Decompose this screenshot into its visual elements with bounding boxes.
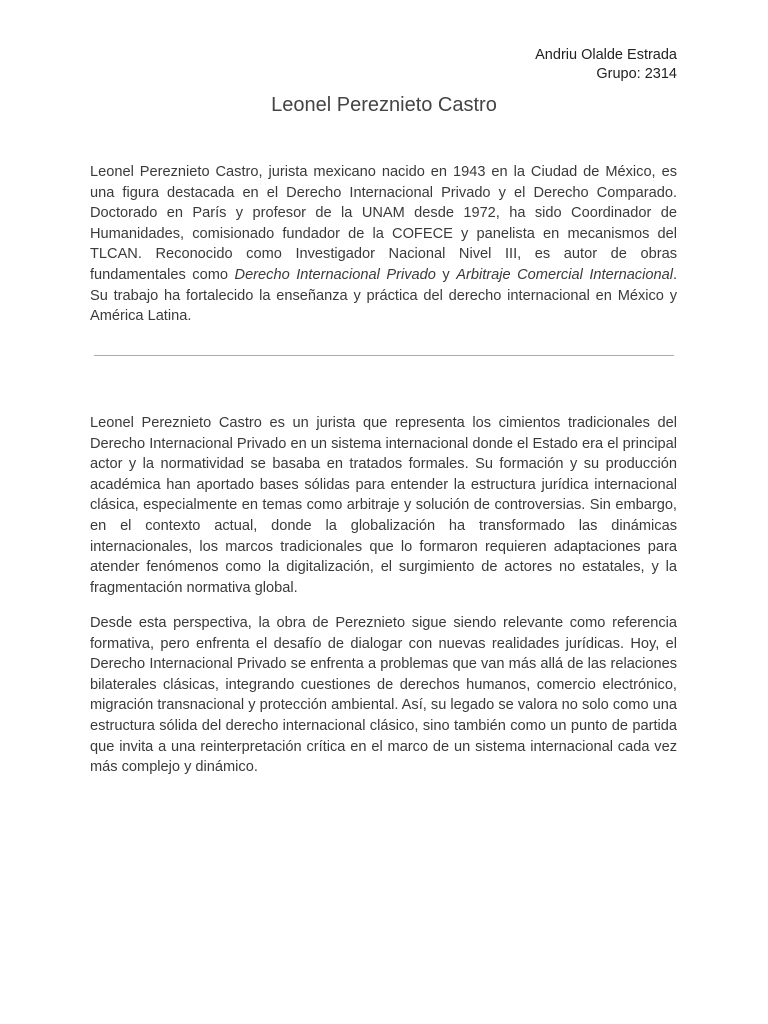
intro-text-end: . Su trabajo ha fortalecido la enseñanza y práctica del derecho internacional en México y América Latina. — [90, 266, 678, 325]
intro-paragraph — [90, 162, 677, 327]
horizontal-divider — [94, 355, 674, 356]
body-paragraph-2: Desde esta perspectiva, la obra de Pereznieto sigue siendo relevante como referencia formativa, pero enfrenta el desafío de dialogar con nuevas realidades jurídicas. Hoy, el Derecho Internacional Privado se enfrenta a problemas que van más allá de las relaciones bilaterales clásicas, integrando cuestiones de derechos humanos, comercio electrónico, migración transnacional y protección ambiental. Así, su legado se valora no solo como una estructura sólida del derecho internacional clásico, sino también como un punto de partida que invita a una reinterpretación crítica en el marco de un sistema internacional cada vez más complejo y dinámico. — [90, 615, 677, 776]
author-name: Andriu Olalde Estrada — [535, 47, 677, 63]
group-number: Grupo: 2314 — [596, 66, 677, 82]
body-paragraph-1: Leonel Pereznieto Castro es un jurista que representa los cimientos tradicionales del Derecho Internacional Privado en un sistema internacional donde el Estado era el principal actor y la normatividad se basaba en tratados formales. Su formación y su producción académica han aportado bases sólidas para entender la estructura jurídica internacional clásica, especialmente en temas como arbitraje y solución de controversias. Sin embargo, en el contexto actual, donde la globalización ha transformado las dinámicas internacionales, los marcos tradicionales que lo formaron requieren adaptaciones para atender fenómenos como la digitalización, el surgimiento de actores no estatales, y la fragmentación normativa global. — [90, 415, 677, 596]
work-title-arbitraje-comercial: Arbitraje Comercial Internacional — [456, 266, 673, 283]
intro-text-start: Leonel Pereznieto Castro, jurista mexicano nacido en 1943 en la Ciudad de México, es una figura destacada en el Derecho Internacional Privado y el Derecho Comparado. Doctorado en París y profesor de la UNAM desde 1972, ha sido Coordinador de Humanidades, comisionado fundador de la COFECE y panelista en mecanismos del TLCAN. Reconocido como Investigador Nacional Nivel III, es autor de obras fundamentales como — [90, 164, 677, 283]
intro-connector: y — [435, 266, 457, 283]
work-title-derecho-internacional-privado: Derecho Internacional Privado — [234, 266, 436, 283]
document-title: Leonel Pereznieto Castro — [271, 94, 497, 116]
author-block — [535, 46, 677, 84]
